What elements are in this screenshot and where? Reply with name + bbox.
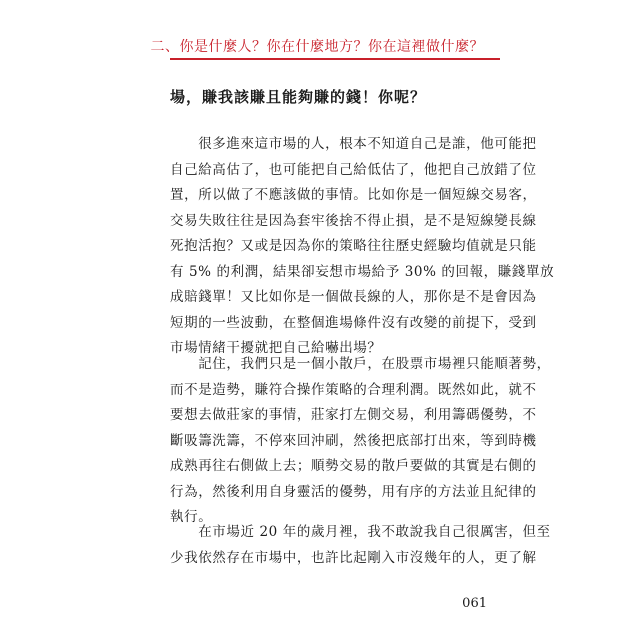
paragraph-line: 置，所以做了不應該做的事情。比如你是一個短線交易客， xyxy=(170,187,537,203)
paragraph-line: 在市場近 20 年的歲月裡，我不敢說我自己很厲害，但至 xyxy=(170,524,551,540)
paragraph-line: 記住，我們只是一個小散戶，在股票市場裡只能順著勢， xyxy=(170,356,551,372)
paragraph-2 xyxy=(170,352,551,531)
paragraph-line: 要想去做莊家的事情，莊家打左側交易，利用籌碼優勢，不 xyxy=(170,407,537,423)
paragraph-line: 斷吸籌洗籌，不停來回沖刷，然後把底部打出來，等到時機 xyxy=(170,432,537,449)
page-number: 061 xyxy=(462,596,487,611)
paragraph-line: 少我依然存在市場中，也許比起剛入市沒幾年的人，更了解 xyxy=(170,549,537,566)
paragraph-line: 成賠錢單！又比如你是一個做長線的人，那你是不是會因為 xyxy=(170,289,537,305)
chapter-header-title: 二、你是什麼人？你在什麼地方？你在這裡做什麼？ xyxy=(150,39,484,55)
paragraph-line: 市場情緒干擾就把自己給嚇出場？ xyxy=(170,340,382,356)
paragraph-line: 交易失敗往往是因為套牢後捨不得止損，是不是短線變長線 xyxy=(170,212,537,229)
paragraph-line: 而不是造勢，賺符合操作策略的合理利潤。既然如此，就不 xyxy=(170,381,537,398)
paragraph-1 xyxy=(170,132,555,362)
paragraph-line: 行為，然後利用自身靈活的優勢，用有序的方法並且紀律的 xyxy=(170,483,537,500)
header-divider xyxy=(170,58,500,60)
paragraph-line: 有 5% 的利潤，結果卻妄想市場給予 30% 的回報，賺錢單放 xyxy=(170,263,555,280)
paragraph-3 xyxy=(170,520,551,571)
section-heading: 場，賺我該賺且能夠賺的錢！你呢？ xyxy=(170,88,427,106)
paragraph-line: 成熟再往右側做上去；順勢交易的散戶要做的其實是右側的 xyxy=(170,458,537,474)
paragraph-line: 死抱活抱？又或是因為你的策略往往歷史經驗均值就是只能 xyxy=(170,238,537,254)
paragraph-line: 自己給高估了，也可能把自己給低估了，他把自己放錯了位 xyxy=(170,161,537,178)
paragraph-line: 執行。 xyxy=(170,509,213,525)
paragraph-line: 短期的一些波動，在整個進場條件沒有改變的前提下，受到 xyxy=(170,314,537,331)
paragraph-line: 很多進來這市場的人，根本不知道自己是誰，他可能把 xyxy=(170,136,537,152)
